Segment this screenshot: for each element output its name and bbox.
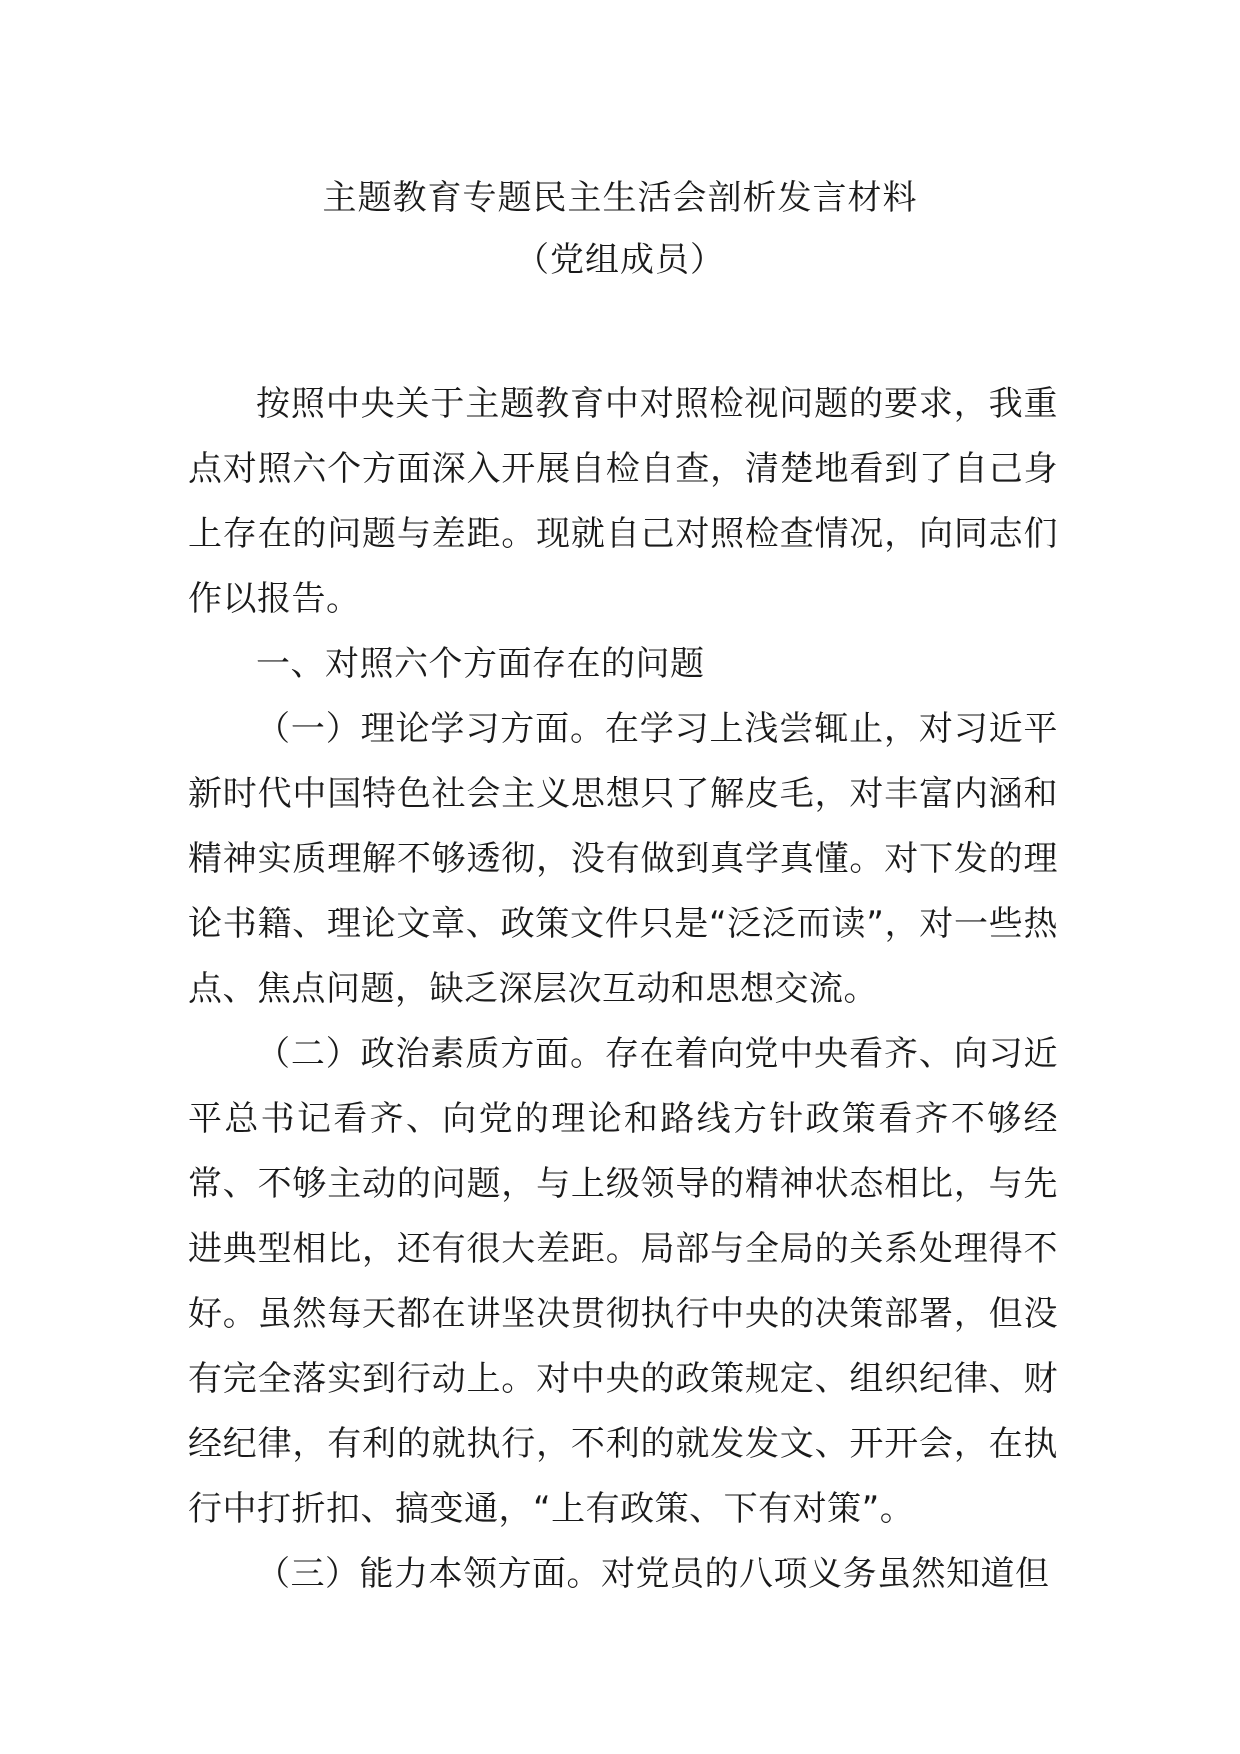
intro-paragraph: 按照中央关于主题教育中对照检视问题的要求，我重点对照六个方面深入开展自检自查，清楚地看到了自己身上存在的问题与差距。现就自己对照检查情况，向同志们作以报告。 (188, 384, 1058, 619)
political-quality-paragraph: （二）政治素质方面。存在着向党中央看齐、向习近平总书记看齐、向党的理论和路线方针政策看齐不够经常、不够主动的问题，与上级领导的精神状态相比，与先进典型相比，还有很大差距。局部与全局的关系处理得不好。虽然每天都在讲坚决贯彻执行中央的决策部署，但没有完全落实到行动上。对中央的政策规定、组织纪律、财经纪律，有利的就执行，不利的就发发文、开开会，在执行中打折扣、搞变通，“上有政策、下有对策”。 (188, 1034, 1058, 1529)
document-body (188, 372, 1058, 1607)
ability-paragraph: （三）能力本领方面。对党员的八项义务虽然知道但 (256, 1554, 1050, 1594)
document-title: 主题教育专题民主生活会剖析发言材料 (322, 178, 918, 218)
section-heading: 一、对照六个方面存在的问题 (256, 644, 705, 684)
theory-study-paragraph: （一）理论学习方面。在学习上浅尝辄止，对习近平新时代中国特色社会主义思想只了解皮毛，对丰富内涵和精神实质理解不够透彻，没有做到真学真懂。对下发的理论书籍、理论文章、政策文件只是“泛泛而读”，对一些热点、焦点问题，缺乏深层次互动和思想交流。 (188, 709, 1058, 1009)
document-subtitle: （党组成员） (515, 240, 725, 280)
